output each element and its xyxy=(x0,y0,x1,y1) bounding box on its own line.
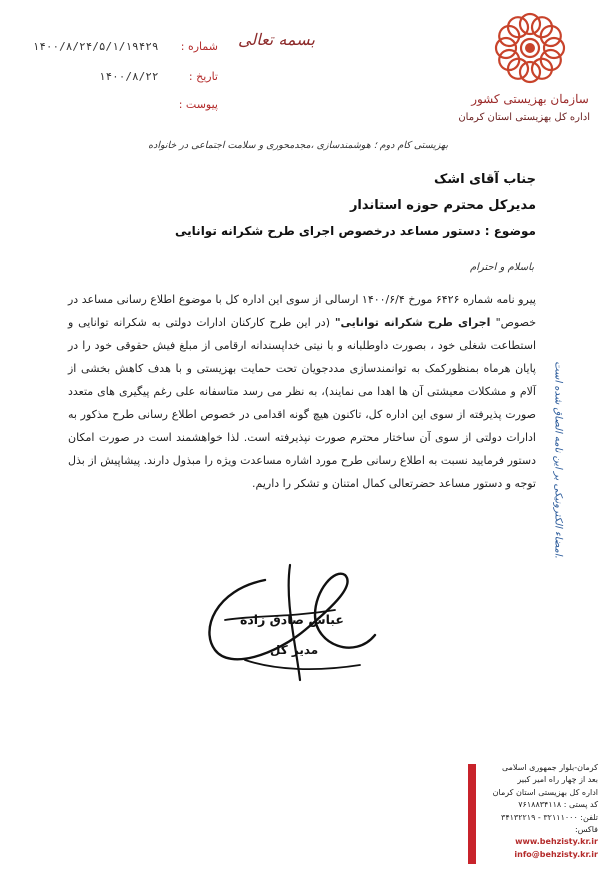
footer-phone: تلفن: ۳۲۱۱۱۰۰۰ - ۳۴۱۳۲۲۱۹ فاکس: xyxy=(501,812,598,835)
slogan-line: بهزیستی کام دوم ؛ هوشمندسازی ،مجدمحوری و سلامت اجتماعی در خانواده xyxy=(148,140,448,151)
addressee-name: جناب آقای اشک xyxy=(434,172,536,187)
footer-website[interactable]: www.behzisty.kr.ir xyxy=(515,837,598,847)
letter-attachment xyxy=(18,98,218,111)
handwritten-signature xyxy=(195,560,385,700)
signer-name: عباس صادق زاده xyxy=(240,612,344,627)
flower-logo-icon xyxy=(490,8,570,88)
footer-email[interactable]: info@behzisty.kr.ir xyxy=(514,849,598,859)
date-value: ۱۴۰۰/۸/۲۲ xyxy=(98,70,159,83)
bismillah: بسمه تعالی xyxy=(238,30,315,49)
footer-address-2: بعد از چهار راه امیر کبیر xyxy=(517,775,598,785)
body-bold-phrase: اجرای طرح شکرانه توانایی" xyxy=(334,316,496,329)
body-text-2: (در این طرح کارکنان ادارات دولتی به شکرانه توانایی و استطاعت شغلی خود ، بصورت داوطلبانه و با نیتی خداپسندانه ارقامی از مبلغ فیش حقوقی خود را در پایان هرماه بمنظورکمک به توانمندسازی مددجویان تحت حمایت بهزیستی و با هدف کاهش بخشی از آلام و مشکلات معیشتی آن ها اهدا می نمایند)، به نظر می رسد متاسفانه علی رغم پیگیری های متعدد صورت پذیرفته از سوی این اداره کل، تاکنون هیچ گونه اقدامی در خصوص اطلاع رسانی طرح مذکور به ادارات دولتی از سوی آن ساختار محترم صورت نپذیرفته است. لذا خواهشمند است در صورت امکان دستور فرمایید نسبت به اطلاع رسانی طرح مورد اشاره مساعدت ویژه را مبذول دارند. پیشاپیش از بذل توجه و دستور مساعد حضرتعالی کمال امتنان و تشکر را داریم. xyxy=(68,316,536,490)
org-name: سازمان بهزیستی کشور xyxy=(471,92,589,106)
footer-address-3: اداره کل بهزیستی استان کرمان xyxy=(492,787,598,797)
greeting: باسلام و احترام xyxy=(469,262,534,273)
addressee-title: مدیرکل محترم حوزه استاندار xyxy=(349,198,536,213)
attachment-label: پیوست : xyxy=(178,98,218,111)
side-note-text: امضاء الکترونیکی بر این نامه الصاق شده است. xyxy=(552,361,564,559)
body-text-1: پیرو نامه شماره ۶۴۲۶ مورخ ۱۴۰۰/۶/۴ ارسالی از سوی این اداره کل با موضوع اطلاع رسانی مساعد در خصوص" xyxy=(68,293,536,329)
signer-title: مدیر کل xyxy=(270,643,319,657)
footer-red-bar xyxy=(468,764,476,864)
letter-number xyxy=(18,40,218,53)
date-label: تاریخ : xyxy=(188,70,218,83)
org-logo xyxy=(458,8,590,148)
letter-body xyxy=(68,288,536,495)
electronic-signature-note xyxy=(546,330,570,590)
number-value: ۱۴۰۰/۸/۲۴/۵/۱/۱۹۴۲۹ xyxy=(32,40,159,53)
org-subname: اداره کل بهزیستی استان کرمان xyxy=(458,112,590,123)
footer-contact xyxy=(480,762,598,861)
footer-postal-code: کد پستی : ۷۶۱۸۸۳۴۱۱۸ xyxy=(518,800,598,810)
footer-address-1: کرمان-بلوار جمهوری اسلامی xyxy=(501,763,598,772)
letter-date xyxy=(18,70,218,83)
letter-subject: موضوع : دستور مساعد درخصوص اجرای طرح شکرانه توانایی xyxy=(175,224,536,238)
number-label: شماره : xyxy=(180,40,218,53)
